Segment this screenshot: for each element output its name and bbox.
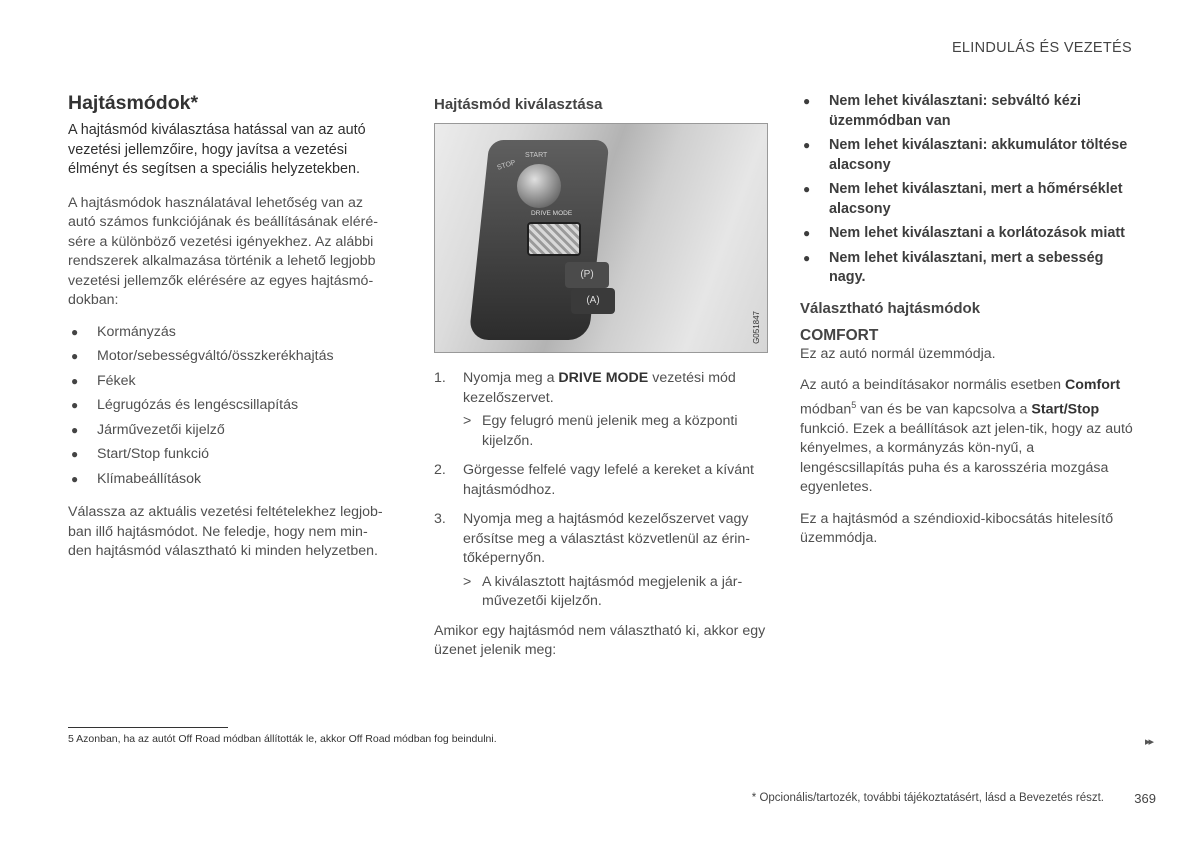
image-code: G051847 xyxy=(752,311,761,344)
step-item: 2. Görgesse felfelé vagy lefelé a kereket a kívánt hajtásmódhoz. xyxy=(434,462,755,498)
step-item: 1. Nyomja meg a DRIVE MODE vezetési mód kezelőszervet. > Egy felugró menü jelenik meg a központi kijelzőn. xyxy=(434,369,768,451)
bullet-icon: ● xyxy=(803,182,811,196)
page-number: 369 xyxy=(1134,791,1156,806)
column-right xyxy=(800,92,1134,561)
comfort-term: Comfort xyxy=(1065,377,1121,393)
drive-mode-label: DRIVE MODE xyxy=(531,210,573,217)
bullet-icon: ● xyxy=(71,447,79,461)
console-photo xyxy=(434,123,768,353)
start-knob-icon xyxy=(517,164,561,208)
list-item: ● Nem lehet kiválasztani: sebváltó kézi üzemmódban van xyxy=(803,93,1081,129)
step-item: 3. Nyomja meg a hajtásmód kezelőszervet vagy erősítse meg a választást közvetlenül az érin-tőképernyőn. > A kiválasztott hajtásmód megjelenik a jár-művezetői kijelzőn. xyxy=(434,510,768,612)
steps-list xyxy=(434,369,768,612)
section-heading: Hajtásmód kiválasztása xyxy=(434,96,603,113)
body-paragraph: Az autó a beindításakor normális esetben Comfort módban$^5$ van és be van kapcsolva a Start/Stop funkció. Ezek a beállítások azt jelen-tik, hogy az autó kényelmes, a kormányzás kön-nyű, a lengéscsillapítás puha és a karosszéria mozgása egyenletes. xyxy=(800,377,1133,496)
stop-label: STOP xyxy=(496,159,517,172)
list-item: ● Légrugózás és lengéscsillapítás xyxy=(68,396,390,416)
start-label: START xyxy=(525,152,548,159)
bullet-icon: ● xyxy=(71,349,79,363)
bullet-icon: ● xyxy=(71,398,79,412)
column-left xyxy=(68,92,390,574)
body-paragraph: Válassza az aktuális vezetési feltételekhez legjob-ban illő hajtásmódot. Ne feledje, hogy nem min-den hajtásmód választható ki minden helyzetben. xyxy=(68,504,383,559)
mode-name: COMFORT xyxy=(800,326,879,344)
list-item: ● Kormányzás xyxy=(68,323,390,343)
step-number: 1. xyxy=(434,370,446,386)
next-page-arrow-icon: ▸▸ xyxy=(1144,736,1152,748)
body-paragraph: A hajtásmódok használatával lehetőség van az autó számos funkciójának és beállításának eléré-sére a különböző vezetési igényekhez. Az alábbi rendszerek alkalmazása történik a lehető legjobb vezetési jellemzők elérésére az egyes hajtásmó-dokban: xyxy=(68,194,378,308)
list-item: ● Klímabeállítások xyxy=(68,470,390,490)
intro-paragraph: A hajtásmód kiválasztása hatással van az autó vezetési jellemzőire, hogy javítsa a vezetési élményt és segítsen a speciális helyzetekben. xyxy=(68,122,366,177)
body-paragraph: Ez a hajtásmód a széndioxid-kibocsátás hitelesítő üzemmódja. xyxy=(800,510,1114,547)
result-arrow-icon: > xyxy=(463,573,472,590)
list-item: ● Járművezetői kijelző xyxy=(68,421,390,441)
footnote-divider xyxy=(68,727,228,728)
result-arrow-icon: > xyxy=(463,413,472,429)
column-middle xyxy=(434,92,768,673)
step-number: 2. xyxy=(434,462,446,478)
list-item: ● Nem lehet kiválasztani a korlátozások miatt xyxy=(800,224,1134,244)
page-title: Hajtásmódok* xyxy=(68,92,199,114)
bullet-icon: ● xyxy=(71,373,79,388)
section-heading: Választható hajtásmódok xyxy=(800,299,981,317)
list-item: ● Nem lehet kiválasztani: akkumulátor töltése alacsony xyxy=(803,137,1128,173)
parking-brake-icon: (P) xyxy=(565,262,609,288)
bullet-icon: ● xyxy=(71,471,79,486)
drive-mode-label: DRIVE MODE xyxy=(558,370,649,386)
list-item: ● Motor/sebességváltó/összkerékhajtás xyxy=(68,347,390,367)
body-paragraph: Amikor egy hajtásmód nem választható ki, akkor egy üzenet jelenik meg: xyxy=(434,622,766,658)
list-item: ● Nem lehet kiválasztani, mert a hőmérséklet alacsony xyxy=(803,181,1123,217)
footer-note: * Opcionális/tartozék, további tájékoztatásért, lásd a Bevezetés részt. xyxy=(751,792,1104,804)
systems-list xyxy=(68,323,390,490)
mode-description: Ez az autó normál üzemmódja. xyxy=(800,345,996,362)
bullet-icon: ● xyxy=(803,138,811,152)
footnote: 5 Azonban, ha az autót Off Road módban állították le, akkor Off Road módban fog beindulni. xyxy=(68,733,497,745)
list-item: ● Start/Stop funkció xyxy=(68,445,390,465)
messages-list xyxy=(800,92,1134,288)
footnote-ref: 5 xyxy=(851,399,857,410)
step-result: > A kiválasztott hajtásmód megjelenik a jár-művezetői kijelzőn. xyxy=(463,573,743,609)
autohold-icon: (A) xyxy=(571,288,615,314)
bullet-icon: ● xyxy=(803,94,811,108)
drive-mode-roller-icon xyxy=(527,222,581,256)
list-item: ● Nem lehet kiválasztani, mert a sebesség nagy. xyxy=(803,249,1104,285)
bullet-icon: ● xyxy=(71,422,79,437)
bullet-icon: ● xyxy=(803,250,811,265)
bullet-icon: ● xyxy=(71,324,79,339)
section-header: ELINDULÁS ÉS VEZETÉS xyxy=(951,40,1132,56)
start-stop-term: Start/Stop xyxy=(1031,401,1100,418)
bullet-icon: ● xyxy=(803,226,811,240)
list-item: ● Fékek xyxy=(68,372,390,392)
step-number: 3. xyxy=(434,511,446,527)
step-result: > Egy felugró menü jelenik meg a központi kijelzőn. xyxy=(463,413,738,449)
